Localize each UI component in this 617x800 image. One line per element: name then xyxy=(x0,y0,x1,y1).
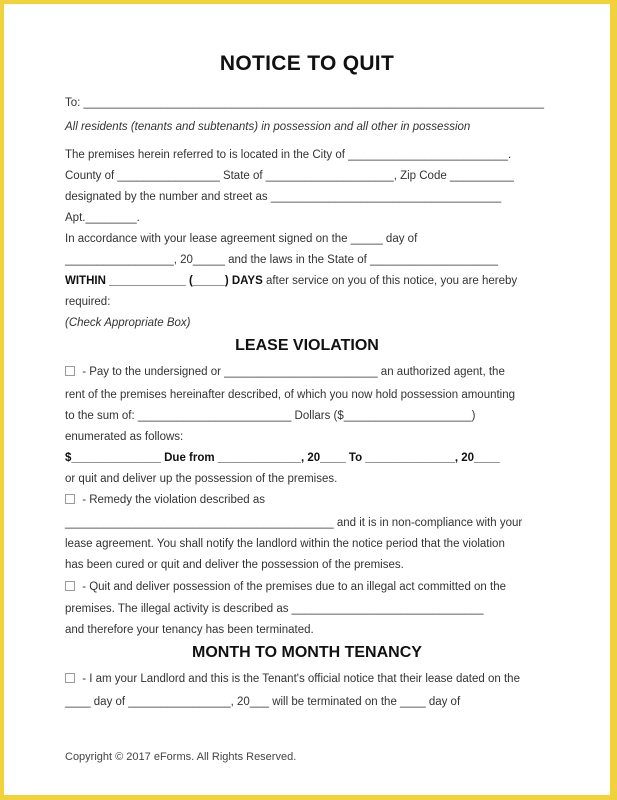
premises-county-line: County of ________________ State of ____________________, Zip Code __________ xyxy=(65,170,514,182)
remedy-description-line: __________________________________________ and it is in non-compliance with your xyxy=(65,517,523,529)
lease-signed-line: In accordance with your lease agreement signed on the _____ day of xyxy=(65,233,418,245)
illegal-option-line xyxy=(65,580,555,594)
premises-street-line: designated by the number and street as ____________________________________ xyxy=(65,191,502,203)
copyright-footer: Copyright © 2017 eForms. All Rights Reserved. xyxy=(65,751,297,763)
tenancy-terminated-line: and therefore your tenancy has been terminated. xyxy=(65,624,314,636)
premises-apt-line: Apt.________. xyxy=(65,212,140,224)
to-line: To: ________________________________________________________________________ xyxy=(65,97,545,109)
pay-checkbox[interactable] xyxy=(65,366,75,376)
termination-date-line: ____ day of ________________, 20___ will be terminated on the ____ day of xyxy=(65,696,461,708)
remedy-notify-line: lease agreement. You shall notify the landlord within the notice period that the violation xyxy=(65,538,505,550)
within-days-text: after service on you of this notice, you are hereby xyxy=(262,275,518,287)
pay-quit-line: or quit and deliver up the possession of the premises. xyxy=(65,473,338,485)
illegal-option-text: - Quit and deliver possession of the premises due to an illegal act committed on the xyxy=(79,581,507,593)
remedy-option-text: - Remedy the violation described as xyxy=(79,494,266,506)
pay-sum-line: to the sum of: ________________________ Dollars ($____________________) xyxy=(65,410,476,422)
check-box-note: (Check Appropriate Box) xyxy=(65,317,191,329)
within-days-label: WITHIN ____________ (_____) DAYS xyxy=(65,275,263,287)
remedy-option-line xyxy=(65,493,555,507)
notice-document xyxy=(4,4,610,795)
landlord-notice-text: - I am your Landlord and this is the Tenant's official notice that their lease dated on the xyxy=(79,673,520,685)
pay-enumerated-line: enumerated as follows: xyxy=(65,431,184,443)
month-tenancy-checkbox[interactable] xyxy=(65,673,75,683)
illegal-activity-line: premises. The illegal activity is described as ______________________________ xyxy=(65,603,484,615)
pay-option-text: - Pay to the undersigned or ________________________ an authorized agent, the xyxy=(79,366,505,378)
lease-violation-heading: LEASE VIOLATION xyxy=(235,337,379,354)
lease-state-line: _________________, 20_____ and the laws in the State of ____________________ xyxy=(65,254,498,266)
remedy-cured-line: has been cured or quit and deliver the possession of the premises. xyxy=(65,559,404,571)
residents-line: All residents (tenants and subtenants) in possession and all other in possession xyxy=(65,121,471,133)
pay-rent-line: rent of the premises hereinafter described, of which you now hold possession amounting xyxy=(65,389,516,401)
required-line: required: xyxy=(65,296,111,308)
illegal-act-checkbox[interactable] xyxy=(65,581,75,591)
month-tenancy-heading: MONTH TO MONTH TENANCY xyxy=(192,644,422,661)
pay-option-line xyxy=(65,365,555,379)
amounts-due-line: $______________ Due from _____________, 20____ To ______________, 20____ xyxy=(65,452,500,464)
premises-city-line: The premises herein referred to is located in the City of _________________________. xyxy=(65,149,512,161)
within-days-line xyxy=(65,274,555,288)
remedy-checkbox[interactable] xyxy=(65,494,75,504)
landlord-notice-line xyxy=(65,672,555,686)
document-title: NOTICE TO QUIT xyxy=(219,52,395,75)
